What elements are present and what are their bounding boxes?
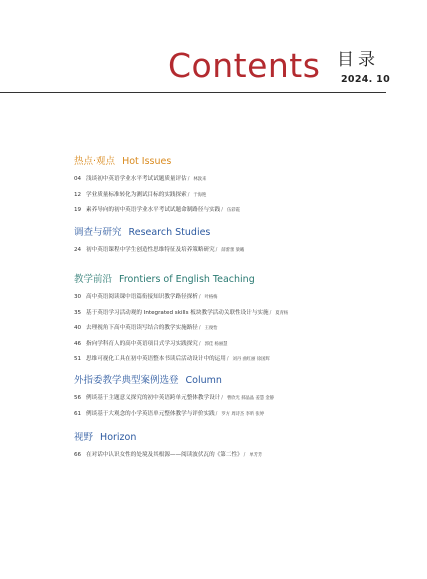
separator: / xyxy=(198,294,201,300)
separator: / xyxy=(215,410,218,417)
page-number: 24 xyxy=(74,247,82,253)
article-author: 林敦来 xyxy=(193,177,207,182)
page-number: 46 xyxy=(74,340,82,347)
section-title-chinese: 外指委教学典型案例选登 xyxy=(74,375,179,386)
separator: / xyxy=(221,395,223,401)
article-author: 伍彩霞 xyxy=(226,208,240,214)
section-title-chinese: 视野 xyxy=(74,432,94,443)
section-title-english: Frontiers of English Teaching xyxy=(119,274,255,285)
toc-entry[interactable] xyxy=(74,175,414,184)
separator: / xyxy=(269,309,272,316)
page-number: 04 xyxy=(74,176,82,182)
toc-entry[interactable] xyxy=(74,451,414,460)
section-title-english: Column xyxy=(185,375,222,386)
section-title xyxy=(74,432,414,444)
section-title-chinese: 热点·观点 xyxy=(74,156,116,167)
toc-entry[interactable] xyxy=(74,246,414,255)
article-title: 指向学科育人的高中英语项目式学习实践探究 xyxy=(86,340,198,347)
section-horizon xyxy=(74,432,414,467)
article-author: 薛蕾蕾 梁曦 xyxy=(221,248,245,253)
article-title: 例谈基于大观念的小学英语单元整体教学与评价实践 xyxy=(86,410,215,417)
separator: / xyxy=(198,340,201,347)
section-hot-issues xyxy=(74,156,414,222)
section-column xyxy=(74,375,414,425)
toc-entry[interactable] xyxy=(74,355,414,364)
toc-entry[interactable] xyxy=(74,340,414,349)
section-title-chinese: 教学前沿 xyxy=(74,274,113,285)
separator: / xyxy=(198,325,201,332)
toc-entry[interactable] xyxy=(74,309,414,318)
page-title: Contents xyxy=(168,46,321,85)
page-number: 56 xyxy=(74,395,82,401)
section-title-chinese: 调查与研究 xyxy=(74,227,122,238)
article-author: 王俊怡 xyxy=(204,326,218,332)
header xyxy=(0,44,427,94)
article-author: 单芳芳 xyxy=(249,453,263,458)
separator: / xyxy=(215,247,218,253)
separator: / xyxy=(221,207,223,214)
article-author: 叶格梅 xyxy=(204,295,218,300)
section-title-english: Hot Issues xyxy=(122,156,172,167)
page-title-chinese: 目录 xyxy=(337,50,379,70)
article-author: 夏青杨 xyxy=(275,310,289,316)
toc-entry[interactable] xyxy=(74,206,414,215)
article-title: 在对话中认识女性的处境及其根源——阅读波伏瓦的《第二性》 xyxy=(86,452,243,458)
toc-entry[interactable] xyxy=(74,394,414,403)
article-author: 刘丹 曲红丽 徐国辉 xyxy=(232,357,270,363)
separator: / xyxy=(226,356,229,363)
toc-entry[interactable] xyxy=(74,191,414,200)
page-number: 40 xyxy=(74,325,82,332)
page-number: 12 xyxy=(74,191,82,198)
section-title xyxy=(74,227,414,239)
page-number: 51 xyxy=(74,356,82,363)
page-number: 30 xyxy=(74,294,82,300)
article-title: 基于英语学习活动观的 Integrated skills 板块教学活动关联性设计与实施 xyxy=(86,309,269,316)
section-research-studies xyxy=(74,227,414,262)
issue-date: 2024. 10 xyxy=(341,74,390,85)
header-divider xyxy=(0,92,386,93)
separator: / xyxy=(187,176,190,182)
toc-entry[interactable] xyxy=(74,293,414,302)
section-title-english: Research Studies xyxy=(128,227,211,238)
article-title: 初中英语课程中学生创造性思维特征及培养策略研究 xyxy=(86,247,215,253)
toc-entry[interactable] xyxy=(74,324,414,333)
separator: / xyxy=(187,191,190,198)
article-author: 于海艳 xyxy=(193,192,207,198)
article-title: 学业质量标准转化为测试目标的实践探索 xyxy=(86,191,187,198)
article-title: 浅谈初中英语学业水平考试试题质量评估 xyxy=(86,176,187,182)
article-author: 罗方 周诗杰 李昕 张婷 xyxy=(221,411,265,417)
section-title xyxy=(74,375,414,387)
page-number: 35 xyxy=(74,309,82,316)
toc-entry[interactable] xyxy=(74,410,414,419)
article-author: 郭佳 杨丽慧 xyxy=(204,341,228,347)
article-author: 曹欣光 郝晶晶 姜慧 金静 xyxy=(226,396,275,401)
separator: / xyxy=(243,452,246,458)
article-title: 思维可视化工具在初中英语整本书读后活动设计中的运用 xyxy=(86,356,226,363)
section-title xyxy=(74,156,414,168)
section-title-english: Horizon xyxy=(100,432,137,443)
article-title: 高中英语阅读课中语篇衔接知识教学路径探析 xyxy=(86,294,198,300)
article-title: 素养导向的初中英语学业水平考试试题命制路径与实践 xyxy=(86,207,221,214)
page-number: 61 xyxy=(74,410,82,417)
section-title xyxy=(74,274,414,286)
article-title: 例谈基于主题意义探究的初中英语跨单元整体教学设计 xyxy=(86,395,221,401)
article-title: 去理视角下高中英语读写结合的教学实施路径 xyxy=(86,325,198,332)
section-frontiers xyxy=(74,274,414,371)
page-number: 66 xyxy=(74,452,82,458)
page-number: 19 xyxy=(74,207,82,214)
